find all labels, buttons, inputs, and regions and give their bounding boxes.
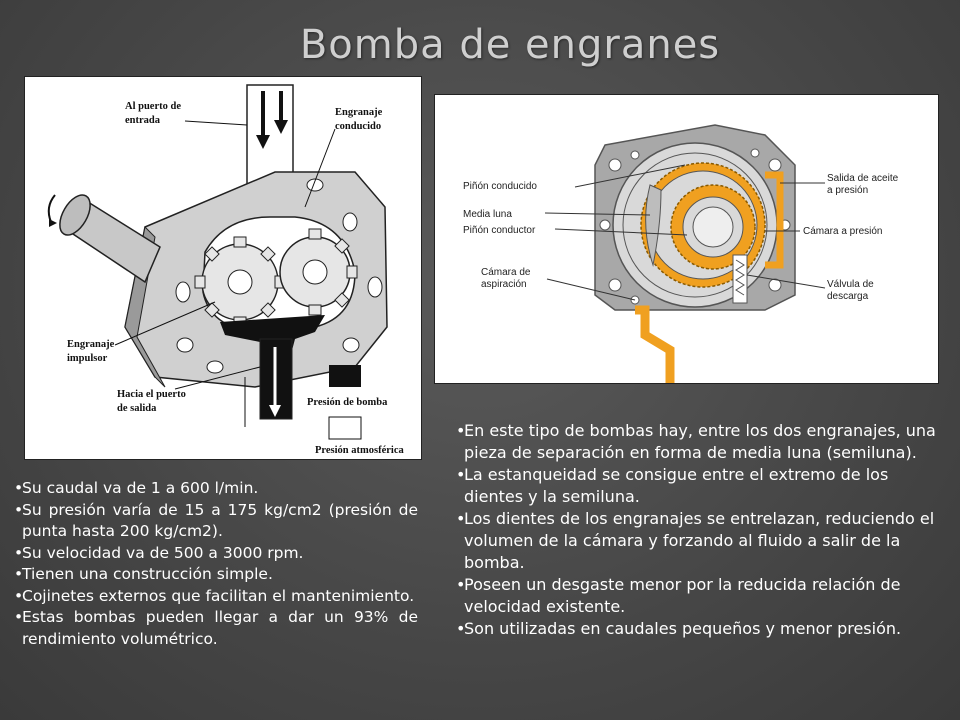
list-item: • Poseen un desgaste menor por la reducida relación de velocidad existente. (456, 574, 936, 618)
relief-valve (733, 255, 747, 303)
list-item: • Su presión varía de 15 a 175 kg/cm2 (presión de punta hasta 200 kg/cm2). (14, 500, 418, 543)
list-item: • Cojinetes externos que facilitan el mantenimiento. (14, 586, 418, 608)
legend-swatch-atmospheric (329, 417, 361, 439)
label-driven-gear-2: conducido (335, 121, 382, 132)
list-item: • En este tipo de bombas hay, entre los dos engranajes, una pieza de separación en forma de media luna (semiluna). (456, 420, 936, 464)
label-driving-gear-2: impulsor (67, 353, 108, 364)
list-item: • Son utilizadas en caudales pequeños y menor presión. (456, 618, 936, 640)
label-outlet-1: Hacia el puerto (117, 389, 186, 400)
internal-gear-pump-illustration (435, 95, 938, 383)
list-item: • Estas bombas pueden llegar a dar un 93% de rendimiento volumétrico. (14, 607, 418, 650)
legend-swatch-pump-pressure (329, 365, 361, 387)
label-outlet-2: de salida (117, 403, 157, 414)
label-oil-outlet-2: a presión (827, 185, 869, 196)
drive-shaft (49, 190, 160, 282)
label-inlet-1: Al puerto de (125, 101, 181, 112)
list-item: • Los dientes de los engranajes se entrelazan, reduciendo el volumen de la cámara y forzando al fluido a salir de la bomba. (456, 508, 936, 574)
oil-suction-channel (635, 310, 670, 383)
list-item: • Tienen una construcción simple. (14, 564, 418, 586)
label-suction-chamber-1: Cámara de (481, 267, 531, 278)
left-bullet-list (14, 478, 418, 650)
gear-pump-illustration (25, 77, 421, 459)
list-item: • La estanqueidad se consigue entre el extremo de los dientes y la semiluna. (456, 464, 936, 508)
label-driven-pinion: Piñón conducido (463, 181, 537, 192)
label-relief-valve-2: descarga (827, 291, 869, 302)
legend-pump-pressure: Presión de bomba (307, 397, 388, 408)
label-half-moon: Media luna (463, 209, 512, 220)
label-pressure-chamber: Cámara a presión (803, 226, 883, 237)
list-item: • Su velocidad va de 500 a 3000 rpm. (14, 543, 418, 565)
legend-atmospheric: Presión atmosférica (315, 445, 404, 456)
label-inlet-2: entrada (125, 115, 160, 126)
label-suction-chamber-2: aspiración (481, 279, 527, 290)
label-oil-outlet-1: Salida de aceite (827, 173, 899, 184)
label-relief-valve-1: Válvula de (827, 279, 874, 290)
label-driving-pinion: Piñón conductor (463, 225, 536, 236)
internal-gear-pump-diagram (434, 94, 939, 384)
gear-pump-diagram (24, 76, 422, 460)
driving-gear (195, 237, 285, 327)
right-bullet-list (456, 420, 936, 640)
list-item: • Su caudal va de 1 a 600 l/min. (14, 478, 418, 500)
slide-title: Bomba de engranes (299, 22, 721, 68)
label-driving-gear-1: Engranaje (67, 339, 115, 350)
label-driven-gear-1: Engranaje (335, 107, 383, 118)
